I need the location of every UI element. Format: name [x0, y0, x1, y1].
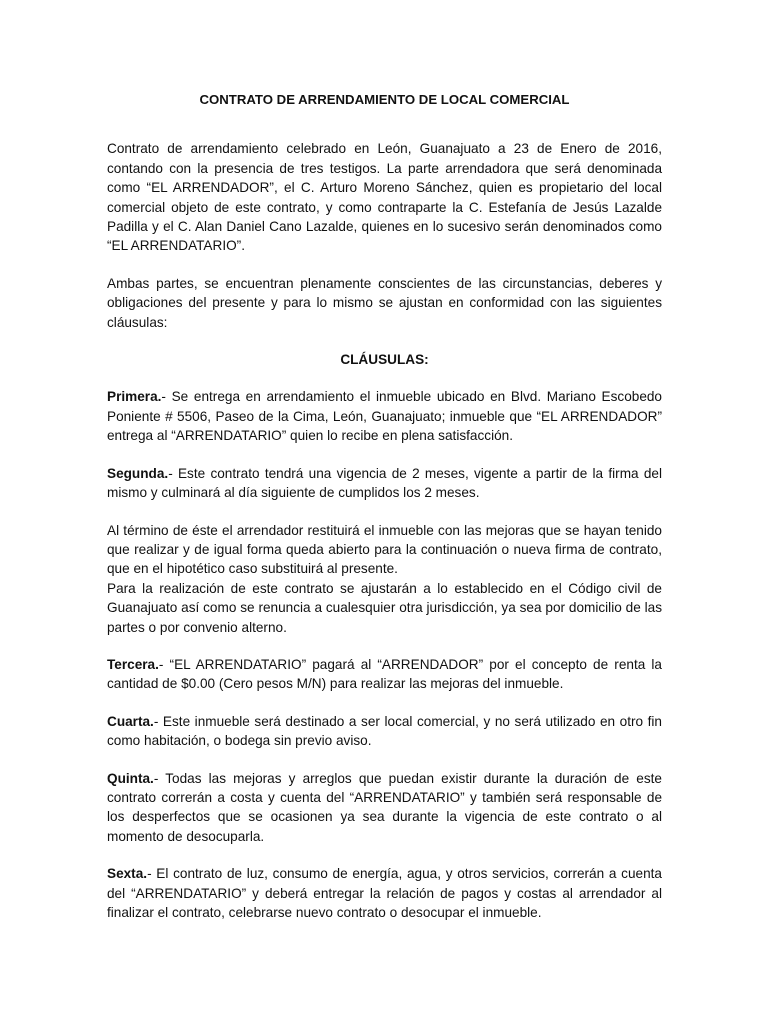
- clause-tercera: [107, 655, 662, 694]
- clause-segunda: [107, 464, 662, 503]
- clause-quinta-text: - Todas las mejoras y arreglos que puedan existir durante la duración de este contrato correrán a costa y cuenta del “ARRENDATARIO” y también será responsable de los desperfectos que se ocasionen ya sea durante la vigencia de este contrato o al momento de desocuparla.: [107, 770, 662, 844]
- document-title: CONTRATO DE ARRENDAMIENTO DE LOCAL COMERCIAL: [199, 92, 570, 107]
- clause-primera: [107, 387, 662, 445]
- clause-cuarta-text: - Este inmueble será destinado a ser local comercial, y no será utilizado en otro fin como habitación, o bodega sin previo aviso.: [107, 713, 662, 749]
- clause-tercera-text: - “EL ARRENDATARIO” pagará al “ARRENDADOR” por el concepto de renta la cantidad de $0.00 (Cero pesos M/N) para realizar las mejoras del inmueble.: [107, 656, 662, 692]
- clause-segunda-label: Segunda.: [107, 465, 169, 481]
- clauses-heading: CLÁUSULAS:: [340, 352, 429, 368]
- parties-paragraph: Ambas partes, se encuentran plenamente conscientes de las circunstancias, deberes y obligaciones del presente y para lo mismo se ajustan en conformidad con las siguientes cláusulas:: [107, 275, 662, 330]
- clause-quinta-label: Quinta.: [107, 770, 154, 786]
- clause-sexta-label: Sexta.: [107, 866, 148, 882]
- clause-quinta: [107, 769, 662, 847]
- clause-cuarta: [107, 712, 662, 751]
- clause-primera-label: Primera.: [107, 389, 162, 405]
- realizacion-paragraph: Para la realización de este contrato se ajustarán a lo establecido en el Código civil de Guanajuato así como se renuncia a cualesquier otra jurisdicción, ya sea por domicilio de las partes o por convenio alterno.: [107, 580, 662, 635]
- clause-sexta-text: - El contrato de luz, consumo de energía, agua, y otros servicios, correrán a cuenta del “ARRENDATARIO” y deberá entregar la relación de pagos y costas al arrendador al finalizar el contrato, celebrarse nuevo contrato o desocupar el inmueble.: [107, 866, 662, 920]
- document-body: [107, 90, 662, 940]
- intro-paragraph: Contrato de arrendamiento celebrado en León, Guanajuato a 23 de Enero de 2016, contando con la presencia de tres testigos. La parte arrendadora que será denominada como “EL ARRENDADOR”, el C. Arturo Moreno Sánchez, quien es propietario del local comercial objeto de este contrato, y como contraparte la C. Estefanía de Jesús Lazalde Padilla y el C. Alan Daniel Cano Lazalde, quienes en lo sucesivo serán denominados como “EL ARRENDATARIO”.: [107, 141, 662, 254]
- termino-paragraph: Al término de éste el arrendador restituirá el inmueble con las mejoras que se hayan tenido que realizar y de igual forma queda abierto para la continuación o nueva firma de contrato, que en el hipotético caso substituirá al presente.: [107, 522, 662, 577]
- clause-sexta: [107, 864, 662, 922]
- clause-primera-text: - Se entrega en arrendamiento el inmueble ubicado en Blvd. Mariano Escobedo Poniente # 5506, Paseo de la Cima, León, Guanajuato; inmueble que “EL ARRENDADOR” entrega al “ARRENDATARIO” quien lo recibe en plena satisfacción.: [107, 389, 662, 444]
- clause-cuarta-label: Cuarta.: [107, 713, 154, 729]
- clause-segunda-text: - Este contrato tendrá una vigencia de 2 meses, vigente a partir de la firma del mismo y culminará al día siguiente de cumplidos los 2 meses.: [107, 465, 662, 501]
- clause-tercera-label: Tercera.: [107, 656, 159, 672]
